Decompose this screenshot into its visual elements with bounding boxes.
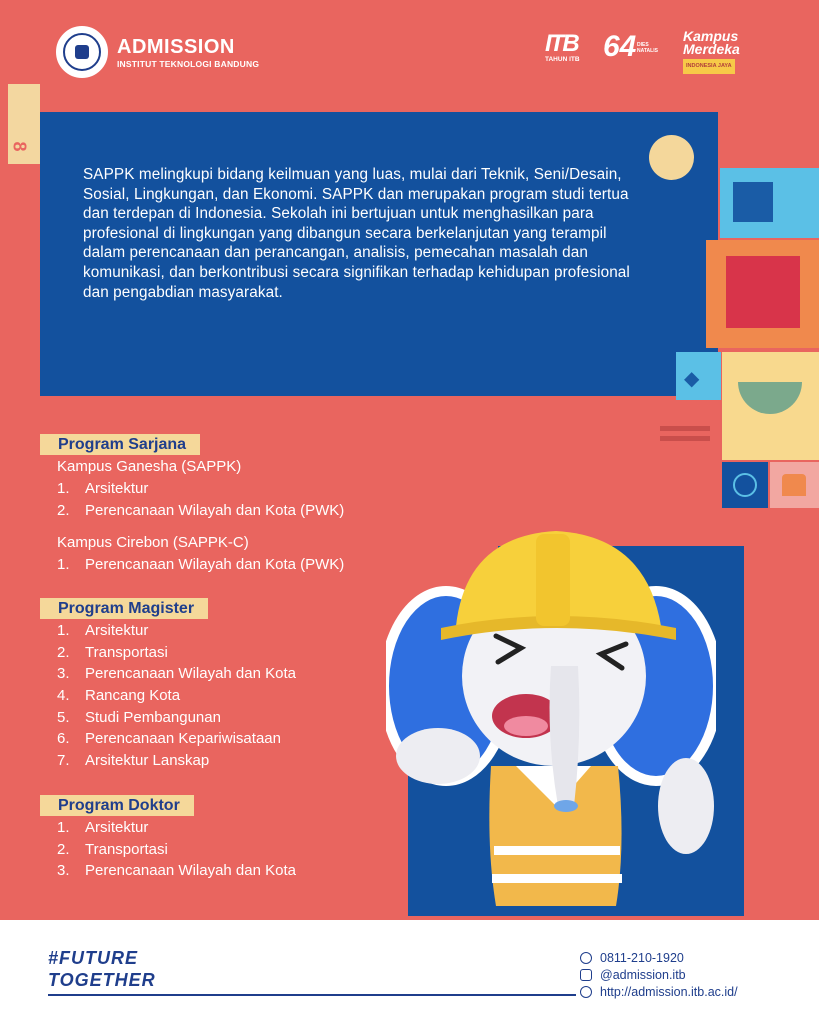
website-text: http://admission.itb.ac.id/ — [600, 985, 738, 999]
globe-icon — [580, 986, 592, 998]
intro-paragraph: SAPPK melingkupi bidang keilmuan yang luas, mulai dari Teknik, Seni/Desain, Sosial, Lingkungan, dan Ekonomi. SAPPK dan merupakan program studi tertua dan terdepan di Indonesia. Sekolah ini bertujuan untuk menghasilkan para profesional di lingkungan yang dibangun secara berkelanjutan yang terampil dalam perencanaan dan perancangan, analisis, pemecahan masalah dan komunikasi, dan berkontribusi secara signifikan terhadap kehidupan profesional dan pengabdian masyarakat. — [83, 166, 630, 301]
list-item: 2. Transportasi — [57, 840, 168, 858]
campus-cirebon: Kampus Cirebon (SAPPK-C) — [57, 534, 249, 551]
kampus-merdeka-logo — [683, 30, 757, 68]
footer-divider — [48, 994, 576, 996]
list-item: 3. Perencanaan Wilayah dan Kota — [57, 862, 296, 880]
itb-logo-text: ITB — [545, 30, 578, 57]
hashtag-line2: TOGETHER — [48, 970, 156, 990]
doktor-list — [57, 817, 296, 882]
hashtag-line1: #FUTURE — [48, 948, 139, 968]
partner-logos — [545, 30, 757, 68]
brand-title: ADMISSION — [117, 36, 235, 58]
list-item: 1. Arsitektur — [57, 622, 149, 639]
itb-seal-logo — [56, 26, 108, 78]
contact-phone — [580, 951, 684, 965]
list-item: 3. Perencanaan Wilayah dan Kota — [57, 665, 296, 683]
itb-logo-sub: TAHUN ITB — [545, 56, 580, 63]
heading-program-sarjana: Program Sarjana — [40, 434, 200, 455]
elephant-mascot-illustration — [386, 516, 716, 916]
fish-icon: ◆ — [684, 368, 700, 390]
deco-block-blue — [720, 168, 819, 238]
list-item: 1. Arsitektur — [57, 480, 149, 497]
campus-ganesha: Kampus Ganesha (SAPPK) — [57, 458, 242, 475]
page-number-tab — [8, 84, 40, 164]
list-item: 2. Perencanaan Wilayah dan Kota (PWK) — [57, 501, 345, 519]
brand-subtitle: INSTITUT TEKNOLOGI BANDUNG — [117, 59, 260, 69]
dies-natalis-number: 64 — [603, 30, 637, 63]
deco-block-fish — [676, 352, 721, 400]
instagram-text: @admission.itb — [600, 968, 686, 982]
kampus-merdeka-tag: INDONESIA JAYA — [683, 59, 735, 74]
list-item: 6. Perencanaan Kepariwisataan — [57, 730, 281, 748]
bag-icon — [733, 182, 773, 222]
deco-block-navy — [722, 462, 768, 508]
phone-text: 0811-210-1920 — [600, 951, 684, 965]
whatsapp-icon — [580, 952, 592, 964]
deco-block-orange — [706, 240, 819, 348]
list-item: 1. Perencanaan Wilayah dan Kota (PWK) — [57, 556, 345, 573]
itb-anniversary-logo — [545, 30, 589, 68]
deco-block-yellow — [722, 352, 819, 460]
instagram-icon — [580, 969, 592, 981]
frame-icon — [726, 256, 800, 328]
list-item: 4. Rancang Kota — [57, 687, 181, 705]
sarjana-ganesha-list — [57, 478, 344, 521]
heading-program-magister: Program Magister — [40, 598, 208, 619]
list-item: 2. Transportasi — [57, 643, 168, 661]
magister-list — [57, 620, 296, 772]
list-item: 1. Arsitektur — [57, 819, 149, 836]
kampus-merdeka-line2: Merdeka — [683, 41, 740, 57]
kampus-merdeka-line1: Kampus — [683, 28, 739, 44]
deco-block-pink — [770, 462, 819, 508]
flower-icon — [733, 473, 757, 497]
page-number: 8 — [9, 141, 30, 152]
deco-dash — [660, 436, 710, 441]
sun-decoration — [649, 135, 694, 180]
plant-icon — [782, 474, 806, 496]
contact-website[interactable] — [580, 985, 738, 999]
deco-dash — [660, 426, 710, 431]
list-item: 7. Arsitektur Lanskap — [57, 752, 210, 770]
contact-instagram[interactable] — [580, 968, 686, 982]
heading-program-doktor: Program Doktor — [40, 795, 194, 816]
dies-natalis-sub: DIES NATALIS — [637, 42, 658, 54]
bowl-icon — [738, 382, 802, 414]
sarjana-cirebon-list — [57, 554, 344, 576]
dies-natalis-logo — [603, 30, 669, 68]
list-item: 5. Studi Pembangunan — [57, 708, 221, 726]
